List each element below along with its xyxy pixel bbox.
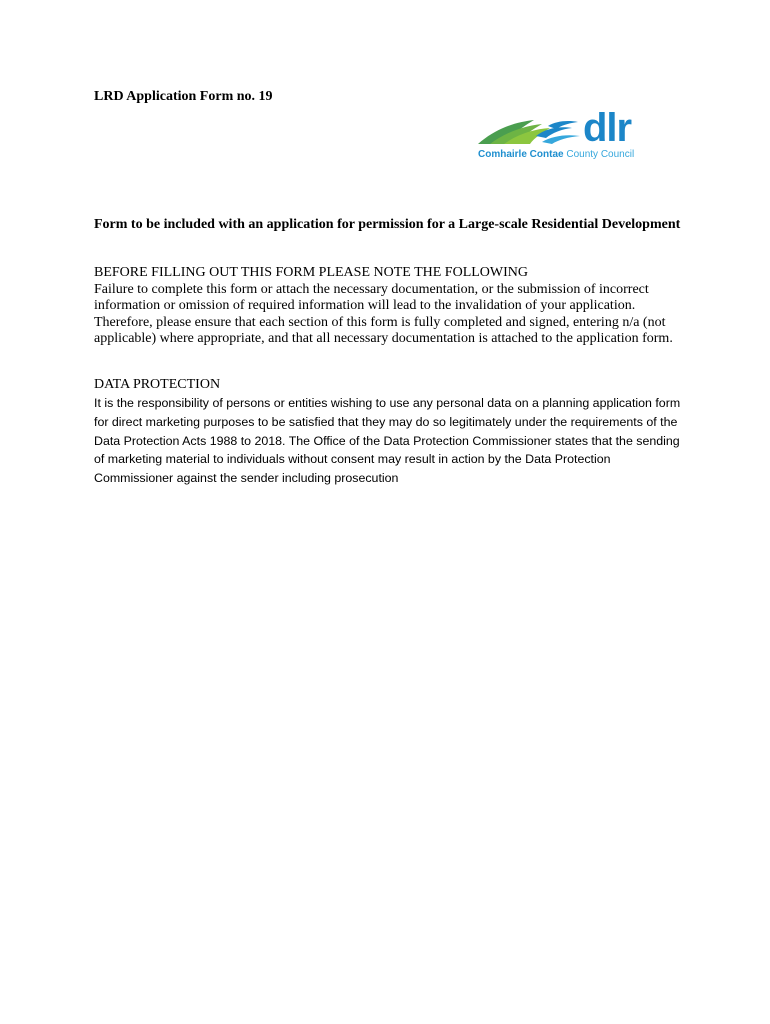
form-title: Form to be included with an application for permission for a Large-scale Residential Development (94, 217, 681, 232)
data-protection-body: It is the responsibility of persons or entities wishing to use any personal data on a planning application form for direct marketing purposes to be satisfied that they may do so legitimately under the requirements of the Data Protection Acts 1988 to 2018. The Office of the Data Protection Commissioner states that the sending of marketing material to individuals without consent may result in action by the Data Protection Commissioner against the sender including prosecution (94, 396, 681, 486)
form-number: LRD Application Form no. 19 (94, 89, 273, 104)
logo-caption-english: County Council (566, 149, 635, 160)
logo-caption-irish: Comhairle Contae (478, 149, 564, 160)
notice-body: Failure to complete this form or attach the necessary documentation, or the submission of incorrect information or omission of required information will lead to the invalidation of your application. Therefore, please ensure that each section of this form is fully completed and signed, entering n/a (not applicable) where appropriate, and that all necessary documentation is attached to the application form. (94, 282, 673, 347)
data-protection-heading: DATA PROTECTION (94, 377, 221, 392)
notice-heading: BEFORE FILLING OUT THIS FORM PLEASE NOTE THE FOLLOWING (94, 265, 528, 280)
logo-caption (478, 149, 634, 161)
dlr-waves-logo-icon (476, 114, 586, 148)
logo-wordmark: dlr (583, 106, 632, 150)
